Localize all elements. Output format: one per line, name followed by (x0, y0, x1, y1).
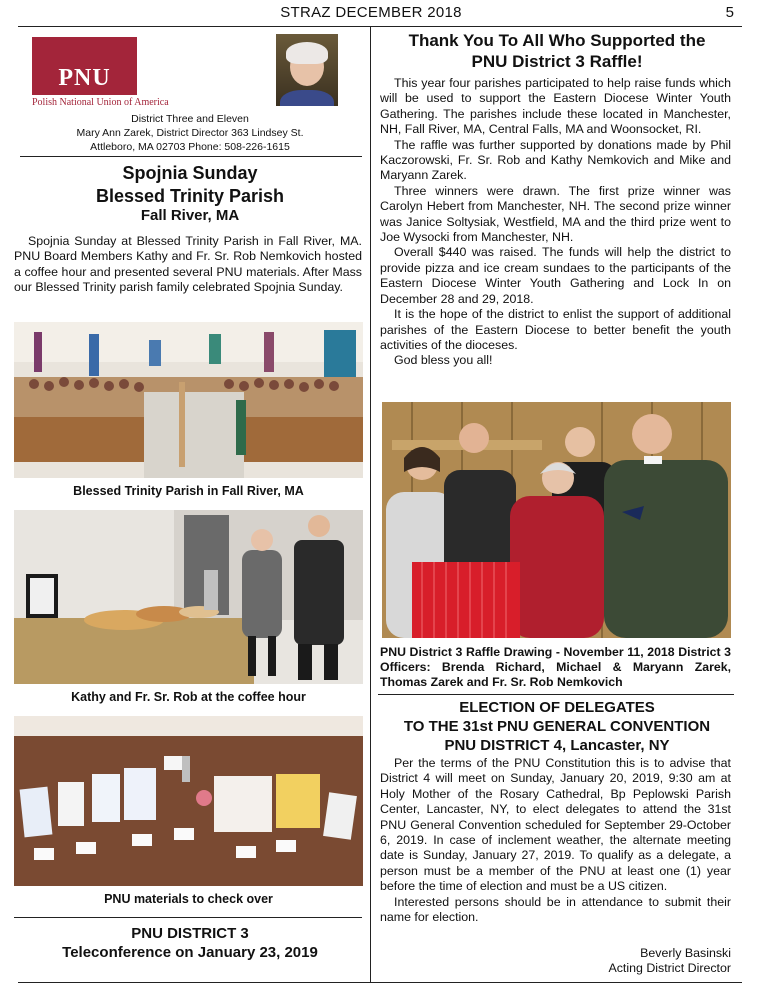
pnu-materials-photo (14, 716, 363, 886)
teleconference-title (20, 924, 360, 962)
section-rule (14, 917, 362, 918)
contact-line: Attleboro, MA 02703 Phone: 508-226-1615 (90, 141, 290, 153)
contact-block (20, 112, 360, 154)
column-divider (370, 27, 371, 982)
section-rule (378, 694, 734, 695)
publication-title: STRAZ DECEMBER 2018 (280, 4, 462, 21)
article-subtitle: Fall River, MA (140, 207, 240, 224)
page-number: 5 (725, 4, 734, 21)
photo-caption: Blessed Trinity Parish in Fall River, MA (73, 484, 304, 498)
logo-text: PNU (58, 65, 111, 91)
church-interior-photo (14, 322, 363, 478)
election-title-line: ELECTION OF DELEGATES (459, 699, 655, 716)
raffle-title-line: PNU District 3 Raffle! (471, 52, 643, 71)
raffle-paragraph: Three winners were drawn. The first prize winner was Carolyn Hebert from Manchester, NH. The second prize winner was Janice Soltysiak, Westfield, MA and the third prize went to Joe Wysocki from Manchester, NH. (380, 183, 731, 245)
contact-line: Mary Ann Zarek, District Director 363 Lindsey St. (76, 127, 304, 139)
article-title-line: Blessed Trinity Parish (95, 186, 285, 206)
raffle-title (378, 30, 736, 72)
election-title (378, 698, 736, 755)
footer-rule (18, 982, 742, 983)
pnu-logo (32, 37, 137, 95)
raffle-title-line: Thank You To All Who Supported the (408, 31, 706, 50)
raffle-caption: PNU District 3 Raffle Drawing - November 11, 2018 District 3 Officers: Brenda Richard, Michael & Maryann Zarek, Thomas Zarek and Fr. Sr. Rob Nemkovich (380, 645, 731, 689)
coffee-hour-photo (14, 510, 363, 684)
article-title (20, 162, 360, 208)
signature-title: Acting District Director (608, 961, 731, 976)
raffle-paragraph: Overall $440 was raised. The funds will help the district to provide pizza and ice cream sundaes to the participants of the Eastern Diocese Winter Youth Gathering and Lock In on December 28 and 29, 2018. (380, 245, 731, 306)
article-paragraph: Spojnia Sunday at Blessed Trinity Parish in Fall River, MA. PNU Board Members Kathy and Fr. Sr. Rob Nemkovich hosted a coffee hour and presented several PNU materials. After Mass our Blessed Trinity parish family celebrated Spojnia Sunday. (14, 234, 362, 295)
election-body (380, 756, 731, 925)
photo-caption: PNU materials to check over (104, 892, 273, 906)
signature-name: Beverly Basinski (640, 946, 731, 960)
page-header (0, 4, 760, 24)
raffle-body (380, 76, 731, 369)
election-paragraph: Per the terms of the PNU Constitution this is to advise that District 4 will meet on Sunday, January 20, 2019, 9:30 am at Holy Mother of the Rosary Cathedral, Bp Peplowski Parish Center, Lancaster, NY, to elect delegates to attend the 31st PNU General Convention scheduled for September 29-October 6, 2019. In case of inclement weather, the alternate meeting date is Sunday, January 27, 2019. To qualify as a delegate, a person must be a member of the PNU at least one (1) year before the time of election and must be a US citizen. (380, 756, 731, 894)
raffle-paragraph: This year four parishes participated to help raise funds which will be used to support the Eastern Diocese Winter Youth Gathering. The parishes include these located in Manchester, NH, Fall River, MA, Central Falls, MA and Woonsocket, RI. (380, 76, 731, 137)
teleconference-title-line: PNU DISTRICT 3 (131, 925, 249, 942)
article-title-line: Spojnia Sunday (122, 163, 258, 183)
election-title-line: PNU DISTRICT 4, Lancaster, NY (444, 737, 670, 754)
contact-line: District Three and Eleven (131, 113, 249, 125)
logo-subtitle: Polish National Union of America (32, 97, 169, 108)
header-rule (18, 26, 742, 27)
director-portrait (276, 34, 338, 106)
raffle-paragraph: The raffle was further supported by donations made by Phil Kaczorowski, Fr. Sr. Rob and Kathy Nemkovich and Mike and Maryann Zarek. (380, 137, 731, 183)
teleconference-title-line: Teleconference on January 23, 2019 (62, 944, 318, 961)
raffle-paragraph: God bless you all! (394, 353, 493, 368)
article-body (14, 234, 362, 296)
signature (380, 946, 731, 977)
photo-caption: Kathy and Fr. Sr. Rob at the coffee hour (71, 690, 306, 704)
election-paragraph: Interested persons should be in attendance to submit their name for election. (380, 894, 731, 925)
section-rule (20, 156, 362, 157)
raffle-drawing-photo (382, 402, 731, 638)
raffle-paragraph: It is the hope of the district to enlist the support of additional parishes of the Eastern Diocese to better benefit the youth activities of the dioceses. (380, 307, 731, 352)
election-title-line: TO THE 31st PNU GENERAL CONVENTION (403, 718, 711, 735)
